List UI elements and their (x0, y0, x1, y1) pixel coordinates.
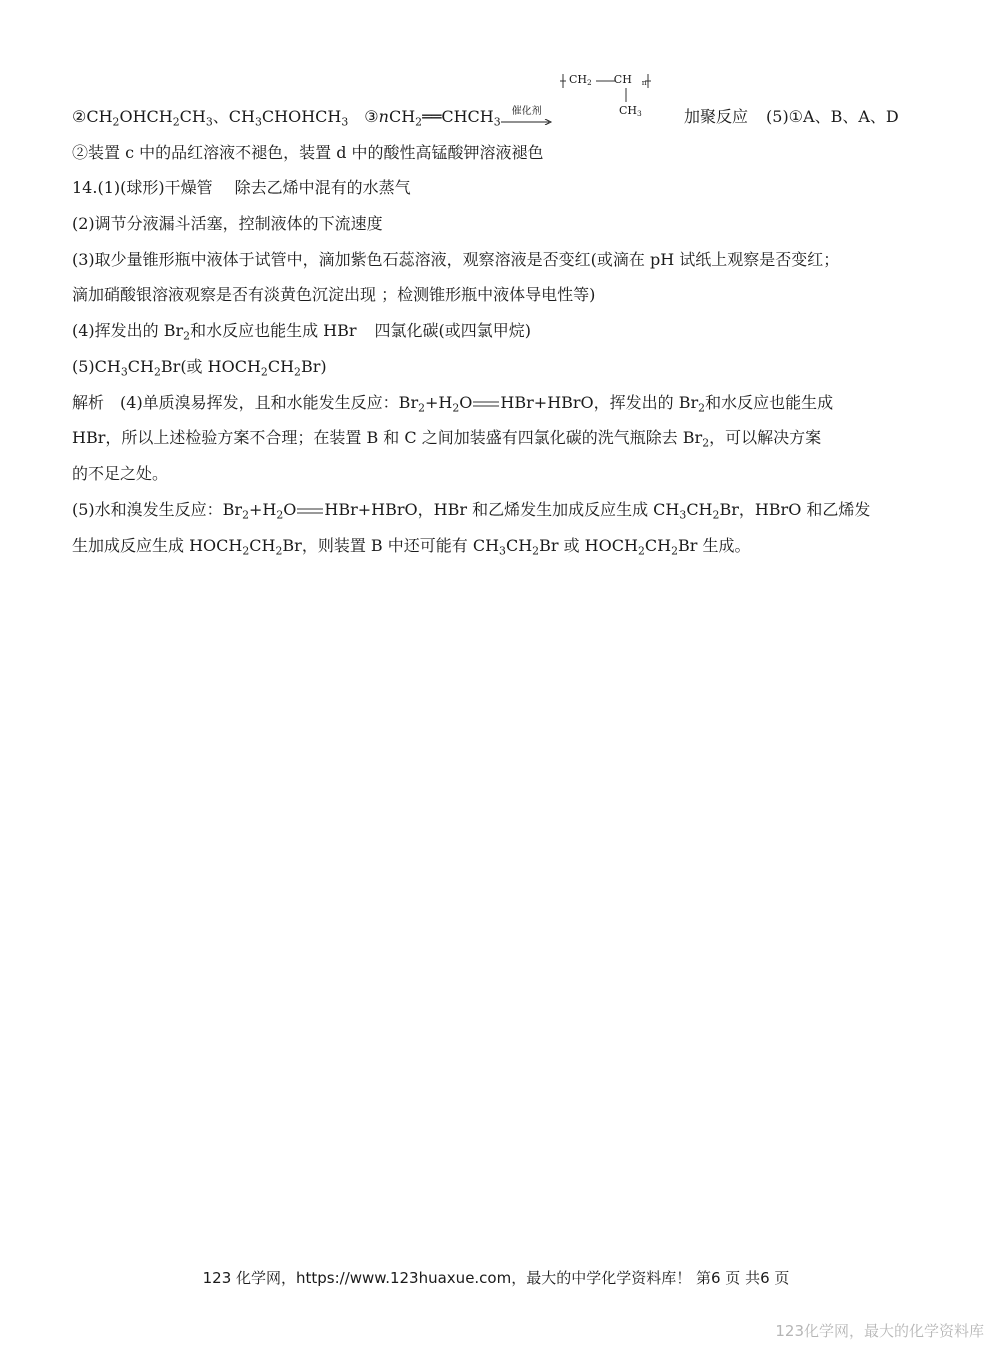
text: CH (388, 107, 416, 126)
subscript: 3 (679, 508, 687, 522)
text: CH (267, 357, 295, 376)
text: CH (179, 107, 206, 126)
subscript: 2 (712, 508, 720, 522)
subscript: 2 (294, 365, 301, 379)
answer-line-5 (72, 249, 839, 271)
answer-line-2 (72, 142, 544, 164)
text: CH (686, 500, 713, 519)
subscript: 2 (415, 115, 423, 129)
answer-line-8 (72, 356, 327, 378)
catalyst-arrow (501, 106, 553, 128)
subscript: 3 (499, 544, 506, 558)
text: (2)调节分液漏斗活塞，控制液体的下流速度 (72, 214, 383, 233)
text: Br，则装置 B 中还可能有 CH (282, 536, 500, 555)
subscript: n (641, 78, 647, 88)
subscript: 2 (260, 365, 268, 379)
subscript: 2 (242, 508, 249, 522)
text: CH (644, 536, 672, 555)
text: (5)水和溴发生反应：Br (72, 500, 243, 519)
subscript: 2 (183, 329, 191, 343)
text: CH (249, 536, 276, 555)
polymer-structure (560, 70, 660, 122)
text: HBr+HBrO，挥发出的 Br (500, 393, 699, 412)
analysis-line-5 (72, 535, 750, 557)
subscript: 3 (205, 115, 213, 129)
subscript: 2 (275, 544, 283, 558)
analysis-line-4 (72, 499, 870, 521)
text: 生加成反应生成 HOCH (72, 536, 243, 555)
subscript: 2 (698, 401, 706, 415)
text: O (459, 393, 473, 412)
text: 、CH (212, 107, 255, 126)
text: Br) (300, 357, 327, 376)
text: 的不足之处。 (72, 464, 169, 483)
watermark-text: 123化学网，最大的化学资料库 (775, 1322, 984, 1340)
text: ③ (364, 107, 379, 126)
text: CH (619, 104, 638, 117)
subscript: 2 (242, 544, 250, 558)
page-footer (0, 1267, 992, 1288)
subscript: 2 (452, 401, 460, 415)
text: 除去乙烯中混有的水蒸气 (234, 178, 411, 197)
reversible-equal-icon (473, 399, 499, 409)
subscript: 2 (112, 115, 120, 129)
text: 14.(1)(球形)干燥管 (72, 178, 213, 197)
text: ，可以解决方案 (709, 428, 822, 447)
text: CH (505, 536, 533, 555)
text: CH (613, 73, 632, 86)
subscript: 3 (341, 115, 349, 129)
footer-text: 123 化学网，https://www.123huaxue.com，最大的中学化学资料库！ 第6 页 共6 页 (202, 1269, 790, 1287)
subscript: 3 (254, 115, 262, 129)
reaction-arrow-icon (501, 119, 553, 125)
text: Br，HBrO 和乙烯发 (719, 500, 871, 519)
subscript: 2 (276, 508, 284, 522)
subscript: 2 (671, 544, 678, 558)
subscript: 3 (120, 365, 128, 379)
answer-line-3 (72, 177, 411, 199)
text: Br 或 HOCH (539, 536, 638, 555)
subscript: 3 (493, 115, 501, 129)
text: 和水反应也能生成 HBr (190, 321, 357, 340)
text: CHOHCH (261, 107, 342, 126)
text: (4)挥发出的 Br (72, 321, 184, 340)
text: (3)取少量锥形瓶中液体于试管中，滴加紫色石蕊溶液，观察溶液是否变红(或滴在 pH 试纸上观察是否变红； (72, 250, 840, 269)
text: CH (127, 357, 154, 376)
watermark (775, 1320, 984, 1341)
answer-line-6 (72, 284, 595, 306)
text: 和水反应也能生成 (705, 393, 834, 412)
answer-line-1 (72, 106, 553, 128)
text: Br(或 HOCH (160, 357, 261, 376)
analysis-line-1 (72, 392, 833, 414)
subscript: 2 (702, 436, 710, 450)
analysis-label: 解析 (72, 393, 105, 412)
text: HBr+HBrO，HBr 和乙烯发生加成反应生成 CH (324, 500, 680, 519)
text: CH (569, 73, 588, 86)
text: ②装置 c 中的品红溶液不褪色，装置 d 中的酸性高锰酸钾溶液褪色 (72, 143, 544, 162)
text: +H (249, 500, 277, 519)
subscript: 3 (637, 109, 642, 119)
answer-line-1-tail (684, 106, 899, 128)
text: O (283, 500, 297, 519)
analysis-line-2 (72, 427, 821, 449)
subscript: 2 (153, 365, 161, 379)
text: 四氯化碳(或四氯甲烷) (374, 321, 532, 340)
reversible-equal-icon (297, 506, 323, 516)
subscript: 2 (587, 78, 592, 88)
text: ②CH (72, 107, 113, 126)
text: (5)CH (72, 357, 121, 376)
text: (5)①A、B、A、D (766, 107, 899, 126)
catalyst-label: 催化剂 (511, 106, 542, 117)
text: (4)单质溴易挥发，且和水能发生反应：Br (120, 393, 419, 412)
text: 滴加硝酸银溶液观察是否有淡黄色沉淀出现 ；检测锥形瓶中液体导电性等) (72, 285, 596, 304)
subscript: 2 (418, 401, 426, 415)
text: OHCH (119, 107, 173, 126)
answer-line-7 (72, 320, 531, 342)
text: Br 生成。 (677, 536, 751, 555)
analysis-line-3 (72, 463, 168, 485)
text: HBr，所以上述检验方案不合理；在装置 B 和 C 之间加装盛有四氯化碳的洗气瓶除去 Br (72, 428, 703, 447)
polymer-methyl (619, 104, 642, 117)
subscript: 2 (637, 544, 645, 558)
italic-n: n (378, 107, 389, 126)
subscript: 2 (532, 544, 540, 558)
subscript: 2 (172, 115, 180, 129)
text: +H (425, 393, 453, 412)
polymer-chain (562, 73, 647, 86)
text: 加聚反应 (684, 107, 749, 126)
text: ══CHCH (422, 107, 494, 126)
answer-line-4 (72, 213, 383, 235)
